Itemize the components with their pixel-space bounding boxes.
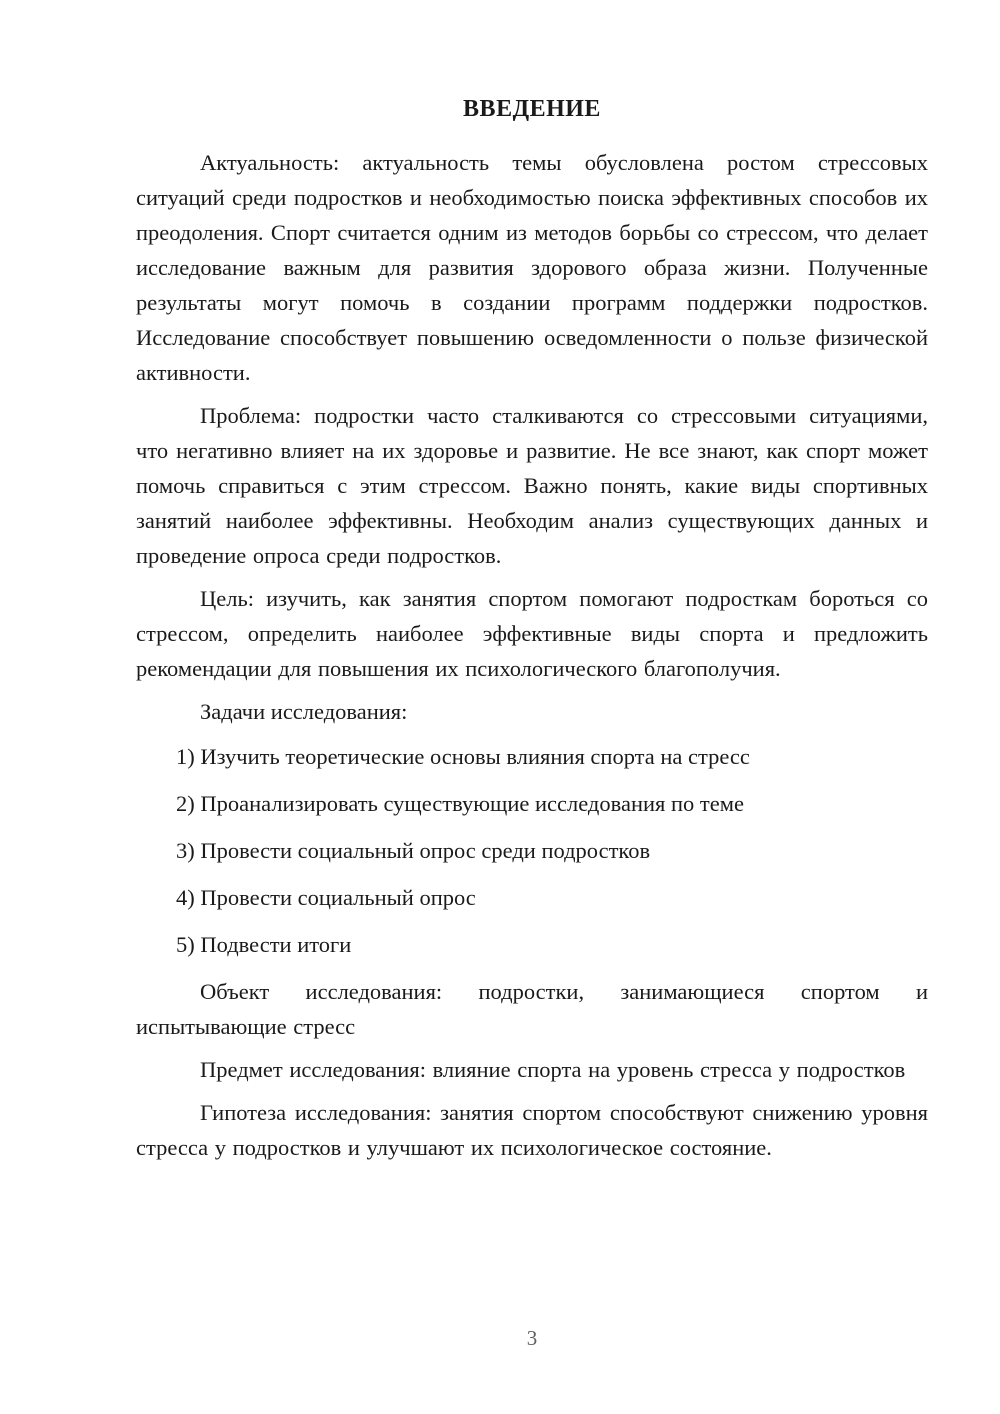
paragraph-hypothesis: Гипотеза исследования: занятия спортом способствуют снижению уровня стресса у подростков и улучшают их психологическое состояние.	[136, 1100, 928, 1160]
task-item-5: 5) Подвести итоги	[176, 932, 352, 957]
task-item-2: 2) Проанализировать существующие исследования по теме	[176, 791, 744, 816]
paragraph-subject: Предмет исследования: влияние спорта на уровень стресса у подростков	[200, 1057, 906, 1082]
page-number: 3	[526, 1326, 538, 1350]
page-title: ВВЕДЕНИЕ	[463, 96, 601, 122]
tasks-heading: Задачи исследования:	[200, 699, 408, 724]
paragraph-object: Объект исследования: подростки, занимающиеся спортом и испытывающие стресс	[136, 979, 928, 1039]
task-item-1: 1) Изучить теоретические основы влияния спорта на стресс	[176, 744, 750, 769]
paragraph-relevance: Актуальность: актуальность темы обусловлена ростом стрессовых ситуаций среди подростков и необходимостью поиска эффективных способов их преодоления. Спорт считается одним из методов борьбы со стрессом, что делает исследование важным для развития здорового образа жизни. Полученные результаты могут помочь в создании программ поддержки подростков. Исследование способствует повышению осведомленности о пользе физической активности.	[136, 150, 928, 385]
task-item-3: 3) Провести социальный опрос среди подростков	[176, 838, 651, 863]
task-item-4: 4) Провести социальный опрос	[176, 885, 476, 910]
paragraph-goal: Цель: изучить, как занятия спортом помогают подросткам бороться со стрессом, определить наиболее эффективные виды спорта и предложить рекомендации для повышения их психологического благополучия.	[136, 586, 928, 681]
paragraph-problem: Проблема: подростки часто сталкиваются со стрессовыми ситуациями, что негативно влияет на их здоровье и развитие. Не все знают, как спорт может помочь справиться с этим стрессом. Важно понять, какие виды спортивных занятий наиболее эффективны. Необходим анализ существующих данных и проведение опроса среди подростков.	[136, 403, 928, 568]
tasks-list	[136, 739, 928, 962]
